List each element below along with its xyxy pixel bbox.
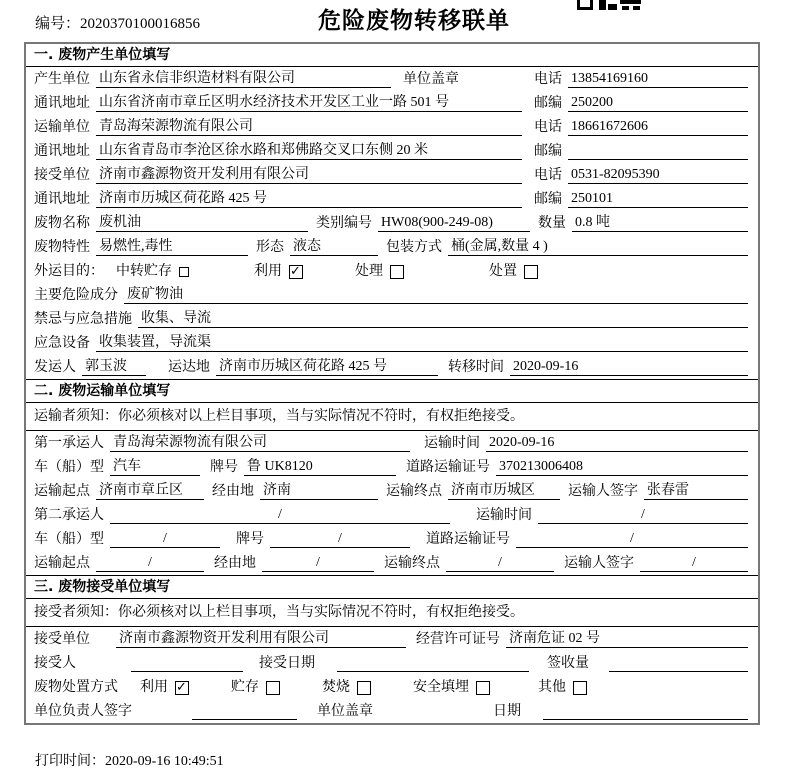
disposal-option-utilize	[140, 679, 189, 696]
carrier1-value: 青岛海荣源物流有限公司	[110, 434, 410, 452]
destination-value: 济南市历城区荷花路 425 号	[216, 358, 438, 376]
purpose-dispose-label: 处置	[489, 264, 517, 279]
purpose-label: 外运目的：	[34, 264, 104, 279]
purpose-treat-label: 处理	[355, 264, 383, 279]
address3-label: 通讯地址	[34, 192, 90, 207]
quantity-value: 0.8 吨	[572, 214, 748, 232]
postcode3-label: 邮编	[534, 192, 562, 207]
form-state-label: 形态	[256, 240, 284, 255]
plate2-label: 牌号	[236, 532, 264, 547]
shipper-label: 发运人	[34, 360, 76, 375]
waste-name-label: 废物名称	[34, 216, 90, 231]
accept-unit-row	[26, 627, 758, 651]
packaging-value: 桶(金属,数量 4 )	[448, 238, 748, 256]
transfer-purpose-row	[26, 259, 758, 283]
producer-unit-value: 山东省永信非织造材料有限公司	[96, 70, 391, 88]
disposal-method-label: 废物处置方式	[34, 680, 118, 695]
receipt-amount-value	[609, 671, 748, 672]
producer-unit-label: 产生单位	[34, 72, 90, 87]
transporter-notice: 运输者须知：你必须核对以上栏目事项，当与实际情况不符时，有权拒绝接受。	[26, 403, 758, 431]
phone3-value: 0531-82095390	[568, 166, 748, 184]
postcode2-value	[568, 159, 748, 160]
via2-label: 经由地	[214, 556, 256, 571]
serial-label: 编号：	[35, 16, 81, 32]
transport-time2-value: /	[538, 506, 748, 524]
phone2-value: 18661672606	[568, 118, 748, 136]
postcode3-value: 250101	[568, 190, 748, 208]
plate1-label: 牌号	[210, 460, 238, 475]
transport-unit-row	[26, 115, 758, 139]
phone2-label: 电话	[534, 120, 562, 135]
sign2-value: /	[640, 554, 748, 572]
vehicle1-row	[26, 455, 758, 479]
origin1-value: 济南市章丘区	[96, 482, 204, 500]
document-header	[0, 0, 796, 40]
receiver-notice: 接受者须知：你必须核对以上栏目事项，当与实际情况不符时，有权拒绝接受。	[26, 599, 758, 627]
date-value	[543, 719, 748, 720]
via2-value: /	[262, 554, 374, 572]
manifest-form	[24, 42, 760, 725]
disposal-other-label: 其他	[538, 680, 566, 695]
address1-value: 山东省济南市章丘区明水经济技术开发区工业一路 501 号	[96, 94, 522, 112]
purpose-utilize-label: 利用	[254, 264, 282, 279]
phone3-label: 电话	[534, 168, 562, 183]
disposal-landfill-label: 安全填埋	[413, 680, 469, 695]
receiver-address-row	[26, 187, 758, 211]
via1-label: 经由地	[212, 484, 254, 499]
end1-value: 济南市历城区	[448, 482, 560, 500]
section-3-header: 三. 废物接受单位填写	[26, 575, 758, 599]
responsible-sign-row	[26, 699, 758, 723]
shipper-row	[26, 355, 758, 379]
checkbox-dispose	[524, 265, 538, 279]
receipt-amount-label: 签收量	[547, 656, 589, 671]
section-1-header: 一. 废物产生单位填写	[26, 44, 758, 67]
emergency-equipment-value: 收集装置，导流渠	[96, 334, 748, 352]
disposal-option-incinerate	[322, 679, 371, 696]
carrier1-label: 第一承运人	[34, 436, 104, 451]
accept-unit-value: 济南市鑫源物资开发利用有限公司	[116, 630, 406, 648]
via1-value: 济南	[260, 482, 378, 500]
producer-address-row	[26, 91, 758, 115]
disposal-option-store	[231, 679, 280, 696]
qr-code-fragment-icon	[577, 0, 641, 11]
responsible-sign-value	[192, 719, 297, 720]
accept-unit-label: 接受单位	[34, 632, 90, 647]
taboo-measures-label: 禁忌与应急措施	[34, 312, 132, 327]
waste-property-row	[26, 235, 758, 259]
purpose-option-treat	[355, 263, 404, 280]
postcode1-label: 邮编	[534, 96, 562, 111]
road-permit2-value: /	[516, 530, 748, 548]
origin2-label: 运输起点	[34, 556, 90, 571]
waste-name-value: 废机油	[96, 214, 308, 232]
accept-person-label: 接受人	[34, 656, 76, 671]
category-code-label: 类别编号	[316, 216, 372, 231]
taboo-measures-value: 收集、导流	[138, 310, 748, 328]
taboo-measures-row	[26, 307, 758, 331]
transport-unit-label: 运输单位	[34, 120, 90, 135]
disposal-option-other	[538, 679, 587, 696]
carrier1-row	[26, 431, 758, 455]
purpose-option-transfer-storage	[116, 263, 189, 280]
category-code-value: HW08(900-249-08)	[378, 214, 530, 232]
end1-label: 运输终点	[386, 484, 442, 499]
route2-row	[26, 551, 758, 575]
vehicle-type1-label: 车（船）型	[34, 460, 104, 475]
address2-value: 山东省青岛市李沧区徐水路和郑佛路交叉口东侧 20 米	[96, 142, 522, 160]
shipper-value: 郭玉波	[82, 358, 146, 376]
carrier2-value: /	[110, 506, 450, 524]
receiver-unit-row	[26, 163, 758, 187]
waste-property-label: 废物特性	[34, 240, 90, 255]
vehicle-type2-value: /	[110, 530, 220, 548]
road-permit1-label: 道路运输证号	[406, 460, 490, 475]
checkbox-transfer-storage	[179, 267, 189, 277]
accept-person-row	[26, 651, 758, 675]
disposal-incinerate-label: 焚烧	[322, 680, 350, 695]
hazard-component-row	[26, 283, 758, 307]
unit-seal-label: 单位盖章	[403, 72, 459, 87]
checkbox-disposal-other	[573, 681, 587, 695]
receiver-unit-value: 济南市鑫源物资开发利用有限公司	[96, 166, 522, 184]
transport-time1-label: 运输时间	[424, 436, 480, 451]
sign2-label: 运输人签字	[564, 556, 634, 571]
hazard-component-label: 主要危险成分	[34, 288, 118, 303]
purpose-option-utilize	[254, 263, 303, 280]
transport-address-row	[26, 139, 758, 163]
emergency-equipment-row	[26, 331, 758, 355]
checkbox-disposal-landfill	[476, 681, 490, 695]
carrier2-label: 第二承运人	[34, 508, 104, 523]
road-permit2-label: 道路运输证号	[426, 532, 510, 547]
receive-date-label: 接受日期	[259, 656, 315, 671]
checkbox-treat	[390, 265, 404, 279]
checkbox-disposal-utilize	[175, 681, 189, 695]
responsible-sign-label: 单位负责人签字	[34, 704, 132, 719]
end2-value: /	[446, 554, 554, 572]
packaging-label: 包装方式	[386, 240, 442, 255]
purpose-option-dispose	[489, 263, 538, 280]
carrier2-row	[26, 503, 758, 527]
section-2-header: 二. 废物运输单位填写	[26, 379, 758, 403]
transfer-time-value: 2020-09-16	[510, 358, 748, 376]
transfer-time-label: 转移时间	[448, 360, 504, 375]
vehicle-type2-label: 车（船）型	[34, 532, 104, 547]
producer-unit-row	[26, 67, 758, 91]
sign1-label: 运输人签字	[568, 484, 638, 499]
road-permit1-value: 370213006408	[496, 458, 748, 476]
accept-person-value	[131, 671, 243, 672]
serial-number-line	[35, 12, 200, 33]
form-state-value: 液态	[290, 238, 378, 256]
route1-row	[26, 479, 758, 503]
plate2-value: /	[270, 530, 410, 548]
permit-no-value: 济南危证 02 号	[506, 630, 748, 648]
hazard-component-value: 废矿物油	[124, 286, 748, 304]
vehicle-type1-value: 汽车	[110, 458, 200, 476]
page-title: 危险废物转移联单	[318, 8, 510, 34]
checkbox-disposal-store	[266, 681, 280, 695]
waste-name-row	[26, 211, 758, 235]
address1-label: 通讯地址	[34, 96, 90, 111]
receive-date-value	[337, 671, 529, 672]
vehicle2-row	[26, 527, 758, 551]
address3-value: 济南市历城区荷花路 425 号	[96, 190, 522, 208]
transport-time1-value: 2020-09-16	[486, 434, 748, 452]
phone1-value: 13854169160	[568, 70, 748, 88]
sign1-value: 张春雷	[644, 482, 748, 500]
emergency-equipment-label: 应急设备	[34, 336, 90, 351]
phone1-label: 电话	[534, 72, 562, 87]
permit-no-label: 经营许可证号	[416, 632, 500, 647]
receiver-unit-label: 接受单位	[34, 168, 90, 183]
purpose-transfer-storage-label: 中转贮存	[116, 264, 172, 279]
print-time-line	[35, 750, 224, 770]
serial-number: 2020370100016856	[80, 16, 201, 32]
quantity-label: 数量	[538, 216, 566, 231]
disposal-method-row	[26, 675, 758, 699]
origin2-value: /	[96, 554, 204, 572]
date-label: 日期	[493, 704, 521, 719]
disposal-store-label: 贮存	[231, 680, 259, 695]
transport-time2-label: 运输时间	[476, 508, 532, 523]
print-time-label: 打印时间：	[35, 754, 105, 769]
plate1-value: 鲁 UK8120	[244, 458, 396, 476]
transport-unit-value: 青岛海荣源物流有限公司	[96, 118, 522, 136]
print-time-value: 2020-09-16 10:49:51	[105, 754, 224, 769]
disposal-utilize-label: 利用	[140, 680, 168, 695]
postcode2-label: 邮编	[534, 144, 562, 159]
checkbox-disposal-incinerate	[357, 681, 371, 695]
address2-label: 通讯地址	[34, 144, 90, 159]
checkbox-utilize	[289, 265, 303, 279]
postcode1-value: 250200	[568, 94, 748, 112]
waste-property-value: 易燃性,毒性	[96, 238, 248, 256]
origin1-label: 运输起点	[34, 484, 90, 499]
unit-seal2-label: 单位盖章	[317, 704, 373, 719]
end2-label: 运输终点	[384, 556, 440, 571]
disposal-option-landfill	[413, 679, 490, 696]
destination-label: 运达地	[168, 360, 210, 375]
